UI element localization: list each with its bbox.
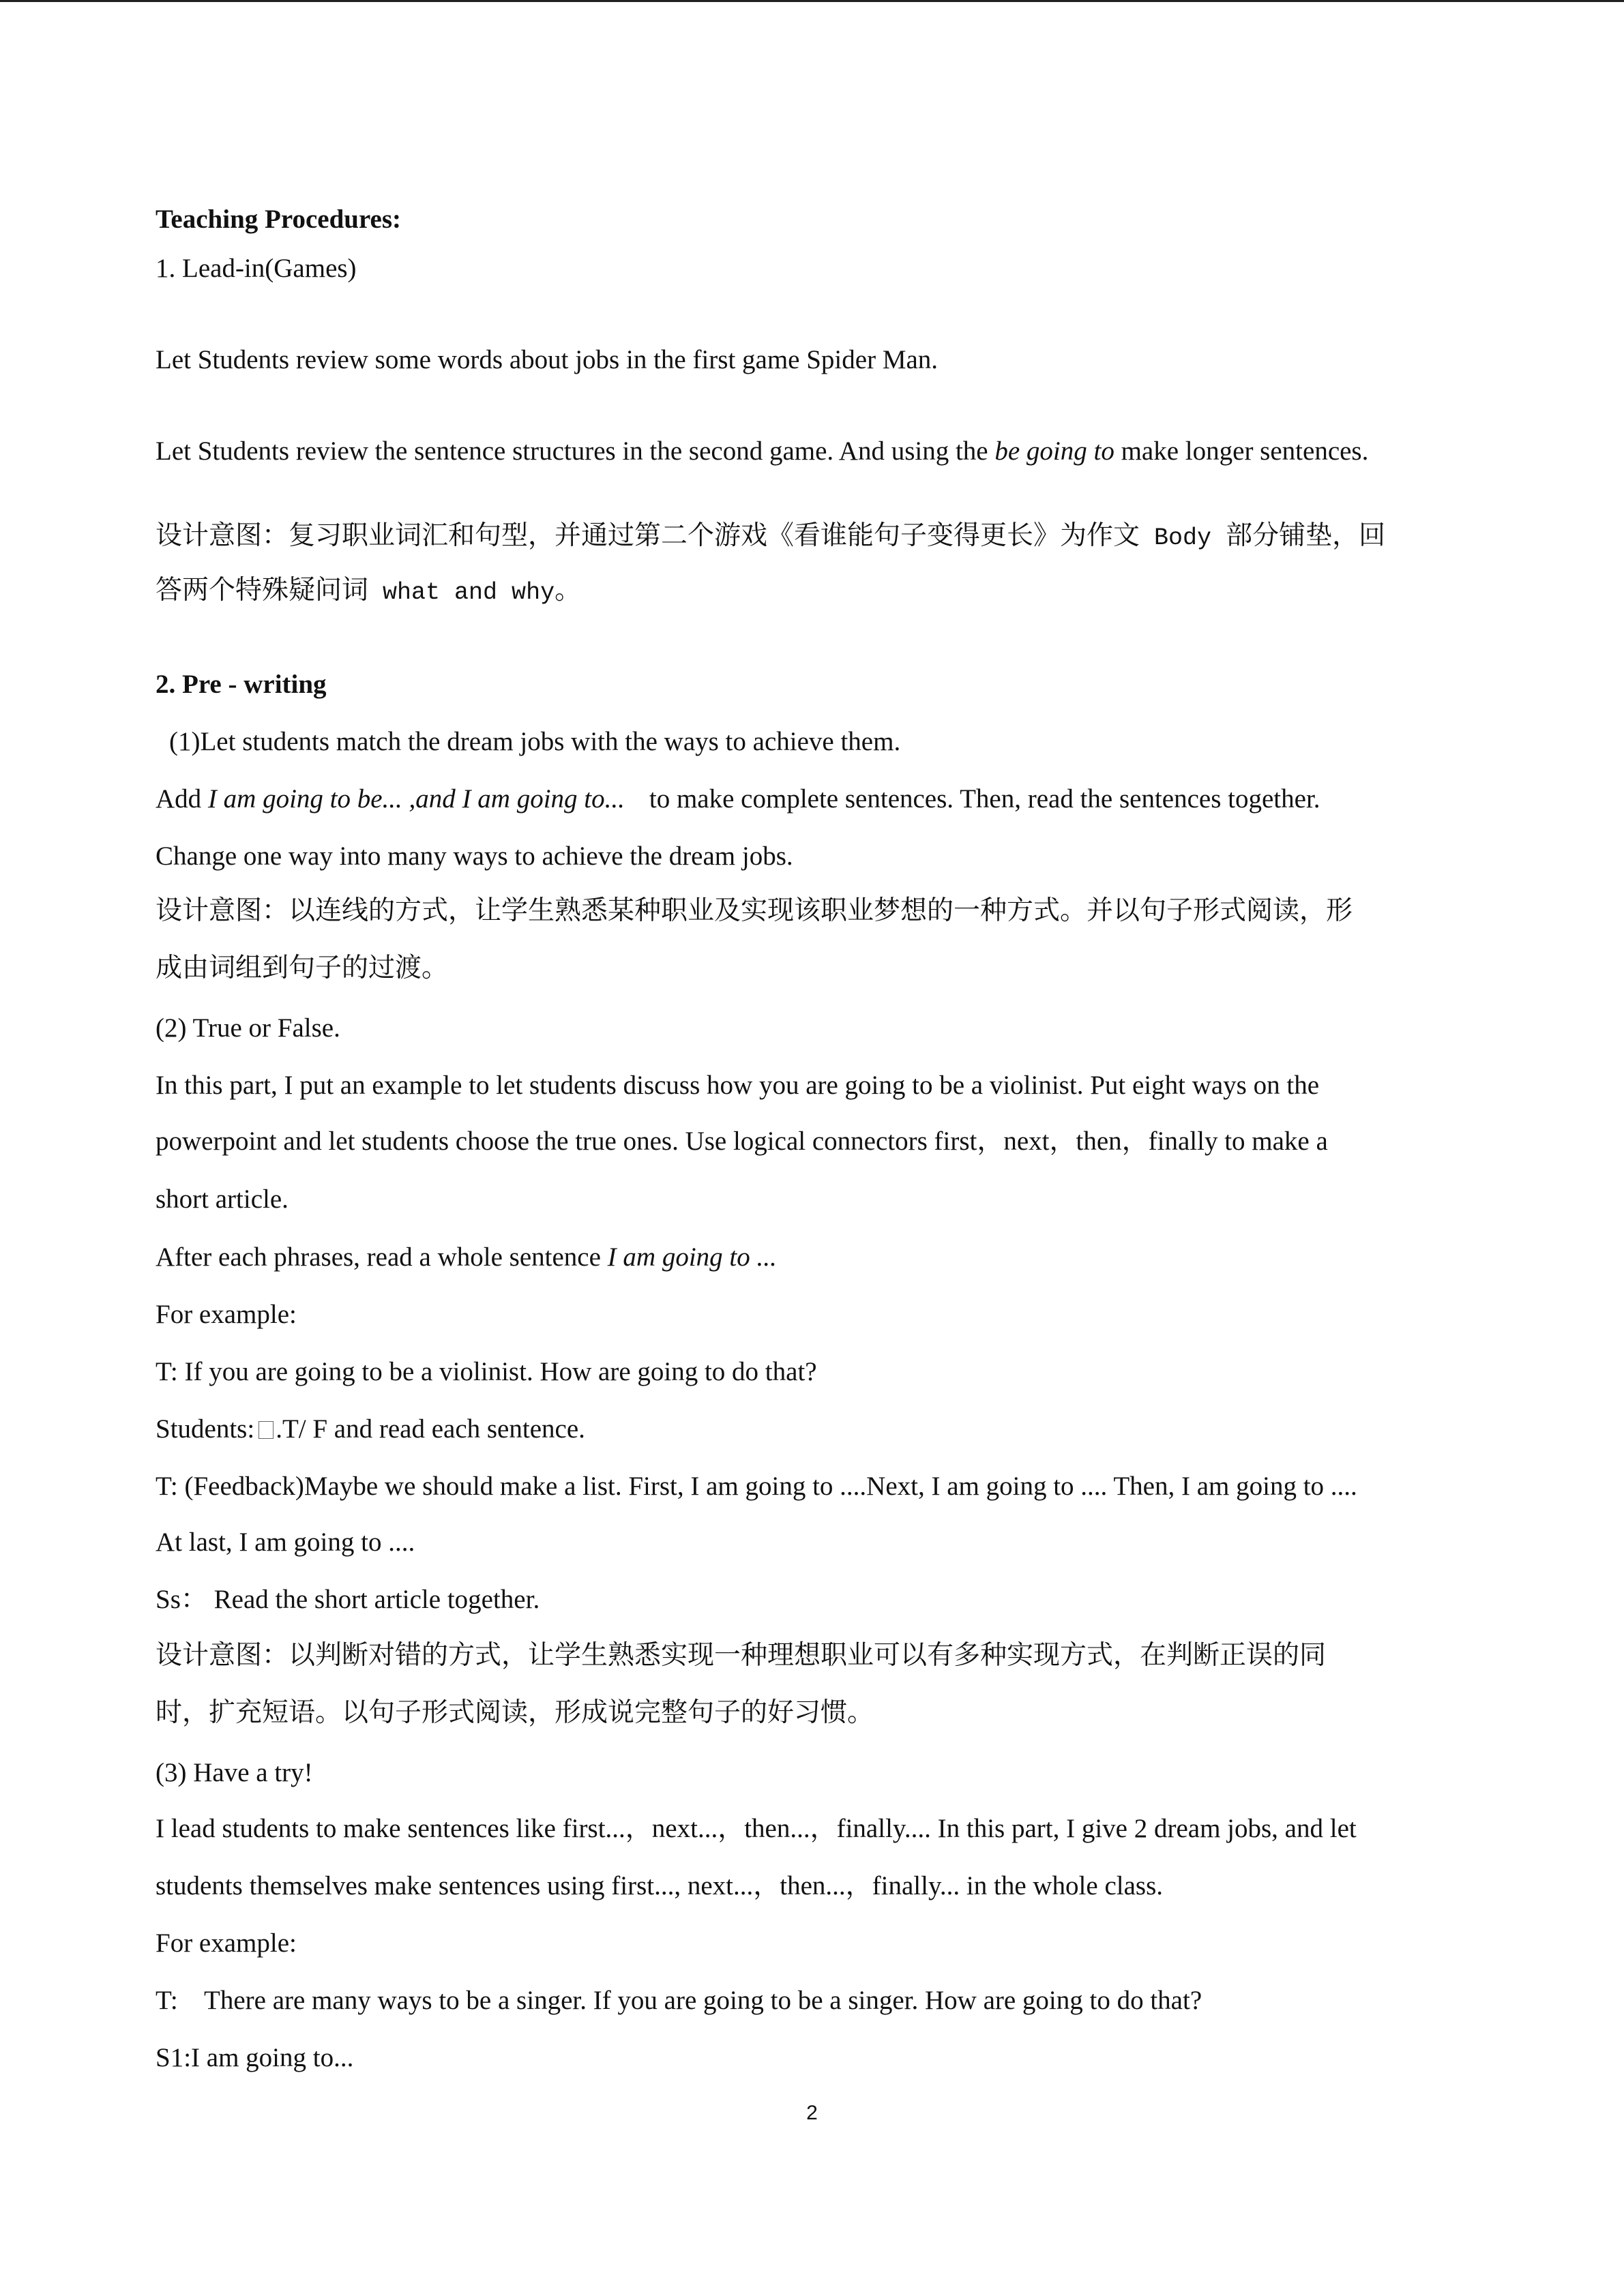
section-1-title: 1. Lead-in(Games) [156,254,357,283]
design-intent: 设计意图：以连线的方式，让学生熟悉某种职业及实现该职业梦想的一种方式。并以句子形式阅读，形 [156,895,1353,926]
paragraph: For example: [156,1928,297,1958]
design-intent: 设计意图：以判断对错的方式，让学生熟悉实现一种理想职业可以有多种实现方式，在判断正误的同 [156,1640,1327,1671]
heading: Teaching Procedures: [156,205,402,234]
subsection-title: (3) Have a try! [156,1758,313,1787]
paragraph: Change one way into many ways to achieve the dream jobs. [156,841,793,871]
page-top-border [0,0,1624,2]
paragraph: For example: [156,1300,297,1329]
design-intent: 设计意图：复习职业词汇和句型，并通过第二个游戏《看谁能句子变得更长》为作文 Body 部分铺垫，回 [156,520,1386,552]
paragraph: S1:I am going to... [156,2043,354,2072]
design-intent: 答两个特殊疑问词 what and why。 [156,575,582,606]
paragraph: (1)Let students match the dream jobs with the ways to achieve them. [169,727,901,756]
page-number: 2 [806,2102,818,2124]
design-intent: 时，扩充短语。以句子形式阅读，形成说完整句子的好习惯。 [156,1697,874,1728]
paragraph: short article. [156,1184,289,1214]
paragraph: T: If you are going to be a violinist. How are going to do that? [156,1357,817,1386]
paragraph: In this part, I put an example to let students discuss how you are going to be a violinist. Put eight ways on the [156,1071,1320,1100]
paragraph: T: (Feedback)Maybe we should make a list. First, I am going to ....Next, I am going to .... Then, I am going to .... [156,1472,1357,1501]
paragraph: Let Students review the sentence structures in the second game. And using the be going to make longer sentences. [156,436,1369,466]
checkbox-glyph-icon [259,1421,274,1439]
paragraph: Ss： Read the short article together. [156,1585,540,1614]
paragraph: Let Students review some words about jobs in the first game Spider Man. [156,345,939,374]
paragraph: I lead students to make sentences like first...，next...，then...，finally.... In this part, I give 2 dream jobs, and let [156,1814,1357,1843]
design-intent: 成由词组到句子的过渡。 [156,953,449,983]
paragraph: Students: .T/ F and read each sentence. [156,1414,585,1444]
paragraph: Add I am going to be... ,and I am going to... to make complete sentences. Then, read the sentences together. [156,784,1320,814]
section-2-title: 2. Pre - writing [156,670,327,699]
paragraph: powerpoint and let students choose the true ones. Use logical connectors first，next，then，finally to make a [156,1127,1328,1156]
paragraph: students themselves make sentences using first..., next...，then...，finally... in the whole class. [156,1871,1164,1900]
paragraph: At last, I am going to .... [156,1527,415,1557]
paragraph: After each phrases, read a whole sentence I am going to ... [156,1242,777,1272]
subsection-title: (2) True or False. [156,1013,340,1043]
paragraph: T: There are many ways to be a singer. If you are going to be a singer. How are going to do that? [156,1986,1202,2015]
